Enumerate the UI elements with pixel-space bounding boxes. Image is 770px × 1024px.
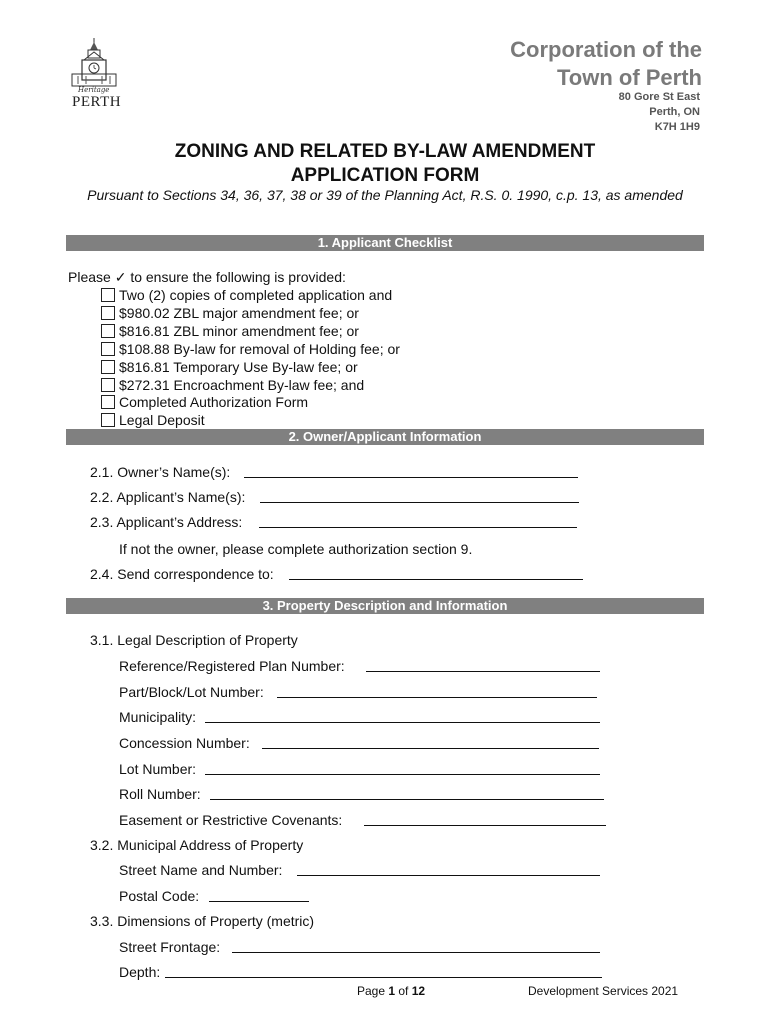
checklist-item-legal-deposit: Legal Deposit xyxy=(119,412,205,428)
street-frontage-label: Street Frontage: xyxy=(119,939,221,955)
municipality-label: Municipality: xyxy=(119,709,197,725)
checklist-item-temporary-fee: $816.81 Temporary Use By-law fee; or xyxy=(119,359,358,375)
page-total: 12 xyxy=(411,984,426,998)
part-block-lot-field[interactable] xyxy=(277,697,597,698)
correspondence-field[interactable] xyxy=(289,579,583,580)
corp-title-line-2: Town of Perth xyxy=(556,65,702,90)
lot-number-field[interactable] xyxy=(205,774,600,775)
ref-plan-field[interactable] xyxy=(366,671,600,672)
applicant-name-label: 2.2. Applicant’s Name(s): xyxy=(90,489,246,505)
footer-department: Development Services 2021 xyxy=(528,984,679,998)
checklist-item-holding-fee: $108.88 By-law for removal of Holding fee; or xyxy=(119,341,400,357)
authorization-note: If not the owner, please complete authorization section 9. xyxy=(119,541,473,557)
form-title xyxy=(0,140,770,188)
page-of: of xyxy=(395,984,412,998)
checklist-checkbox-authorization[interactable] xyxy=(101,395,115,409)
depth-label: Depth: xyxy=(119,964,161,980)
page-prefix: Page xyxy=(357,984,389,998)
page-number xyxy=(357,984,425,998)
applicant-name-field[interactable] xyxy=(260,502,579,503)
pursuant-subtitle: Pursuant to Sections 34, 36, 37, 38 or 39 of the Planning Act, R.S. 0. 1990, c.p. 13, as amended xyxy=(87,187,683,203)
address-line-2: Perth, ON xyxy=(649,106,700,118)
checklist-intro: Please ✓ to ensure the following is provided: xyxy=(68,269,346,285)
logo-wordmark: PERTH xyxy=(72,94,122,110)
address-line-1: 80 Gore St East xyxy=(618,91,700,103)
depth-field[interactable] xyxy=(165,977,602,978)
owner-name-label: 2.1. Owner’s Name(s): xyxy=(90,464,231,480)
checklist-checkbox-major-fee[interactable] xyxy=(101,306,115,320)
checklist-checkbox-legal-deposit[interactable] xyxy=(101,413,115,427)
section-3-header: 3. Property Description and Information xyxy=(66,598,704,614)
address-line-3: K7H 1H9 xyxy=(654,121,700,133)
municipal-address-heading: 3.2. Municipal Address of Property xyxy=(90,837,304,853)
logo-script-text: Heritage xyxy=(78,86,110,94)
concession-field[interactable] xyxy=(262,748,599,749)
roll-number-field[interactable] xyxy=(210,799,604,800)
corporation-address xyxy=(619,90,700,135)
applicant-address-field[interactable] xyxy=(259,527,577,528)
roll-number-label: Roll Number: xyxy=(119,786,201,802)
town-logo xyxy=(64,36,124,116)
checklist-checkbox-temporary-fee[interactable] xyxy=(101,360,115,374)
street-name-field[interactable] xyxy=(297,875,600,876)
corporation-title xyxy=(510,36,702,92)
checklist-item-minor-fee: $816.81 ZBL minor amendment fee; or xyxy=(119,323,359,339)
corp-title-line-1: Corporation of the xyxy=(510,37,702,62)
checklist-item-encroachment-fee: $272.31 Encroachment By-law fee; and xyxy=(119,377,365,393)
section-1-header: 1. Applicant Checklist xyxy=(66,235,704,251)
checklist-item-copies: Two (2) copies of completed application and xyxy=(119,287,393,303)
dimensions-heading: 3.3. Dimensions of Property (metric) xyxy=(90,913,315,929)
part-block-lot-label: Part/Block/Lot Number: xyxy=(119,684,264,700)
postal-code-field[interactable] xyxy=(209,901,309,902)
street-name-label: Street Name and Number: xyxy=(119,862,283,878)
easement-label: Easement or Restrictive Covenants: xyxy=(119,812,343,828)
page-current: 1 xyxy=(388,984,396,998)
checklist-checkbox-minor-fee[interactable] xyxy=(101,324,115,338)
correspondence-label: 2.4. Send correspondence to: xyxy=(90,566,274,582)
ref-plan-label: Reference/Registered Plan Number: xyxy=(119,658,345,674)
postal-code-label: Postal Code: xyxy=(119,888,200,904)
checklist-checkbox-holding-fee[interactable] xyxy=(101,342,115,356)
municipality-field[interactable] xyxy=(205,722,600,723)
section-2-header: 2. Owner/Applicant Information xyxy=(66,429,704,445)
checklist-item-authorization: Completed Authorization Form xyxy=(119,394,309,410)
checklist-item-major-fee: $980.02 ZBL major amendment fee; or xyxy=(119,305,359,321)
easement-field[interactable] xyxy=(364,825,606,826)
form-title-line-2: APPLICATION FORM xyxy=(290,165,480,186)
owner-name-field[interactable] xyxy=(244,477,578,478)
checklist-checkbox-copies[interactable] xyxy=(101,288,115,302)
applicant-address-label: 2.3. Applicant’s Address: xyxy=(90,514,243,530)
concession-label: Concession Number: xyxy=(119,735,250,751)
lot-number-label: Lot Number: xyxy=(119,761,197,777)
legal-description-heading: 3.1. Legal Description of Property xyxy=(90,632,298,648)
checklist-checkbox-encroachment-fee[interactable] xyxy=(101,378,115,392)
form-title-line-1: ZONING AND RELATED BY-LAW AMENDMENT xyxy=(174,141,596,162)
street-frontage-field[interactable] xyxy=(232,952,600,953)
